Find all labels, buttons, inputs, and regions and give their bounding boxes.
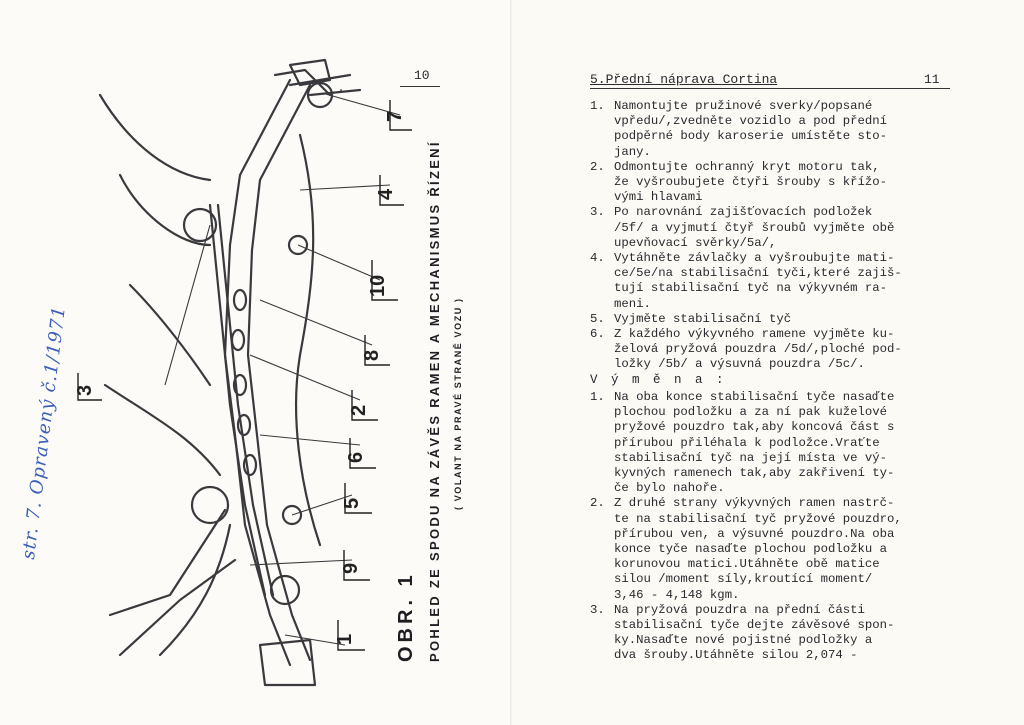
removal-steps [590, 99, 902, 373]
step-item: 3. Na pryžová pouzdra na přední části stabilisační tyče dejte závěsové spon- ky.Nasaďte nové pojistné podložky a dva šrouby.Utáhněte silou 2,074 - [590, 602, 895, 663]
step-item: 2. Z druhé strany výkyvných ramen nastrč- te na stabilisační tyč pryžové pouzdro, přírubou ven, a výsuvné pouzdro.Na oba konce tyče nasaďte plochou podložku a korunovou matici.Utáhněte obě matice silou /moment síly,kroutící moment/ 3,46 - 4,148 kgm. [590, 496, 902, 602]
callout-4 [375, 175, 404, 205]
step-item: 6. Z každého výkyvného ramene vyjměte ku- želová pryžová pouzdra /5d/,ploché pod- ložky /5b/ a výsuvná pouzdra /5c/. [590, 327, 902, 372]
replacement-steps [590, 390, 902, 664]
suspension-diagram [60, 55, 415, 695]
step-text: Namontujte pružinové sverky/popsané vpředu/,zvedněte vozidlo a pod přední podpěrné body karoserie umístěte sto- jany. [614, 99, 888, 159]
page-number-left: 10 [414, 68, 430, 83]
svg-text:9: 9 [340, 562, 362, 574]
callout-10 [367, 260, 398, 300]
step-text: Na oba konce stabilisační tyče nasaďte plochou podložku a za ní pak kuželové pryžové pouzdro tak,aby koncová část s přírubou přiléhala k podložce.Vraťte stabilisační tyč na její místa ve vý- kyvných ramenech tak,aby zakřivení ty- če bylo nahoře. [614, 390, 895, 496]
step-text: Vyjměte stabilisační tyč [614, 311, 792, 326]
callout-6 [345, 438, 376, 468]
step-item: 4. Vytáhněte závlačky a vyšroubujte mati- ce/5e/na stabilisační tyči,které zajiš- tují stabilisační tyč na výkyvném ra- meni. [590, 251, 902, 311]
step-text: Vytáhněte závlačky a vyšroubujte mati- ce/5e/na stabilisační tyči,které zajiš- tují stabilisační tyč na výkyvném ra- meni. [614, 251, 902, 311]
svg-text:10: 10 [367, 274, 389, 297]
callout-9 [340, 550, 370, 580]
svg-text:5: 5 [341, 497, 363, 509]
section-header: 5.Přední náprava Cortina [590, 72, 778, 87]
callout-8 [361, 335, 390, 365]
step-text: Odmontujte ochranný kryt motoru tak, že vyšroubujete čtyři šrouby s křížo- vými hlavami [614, 159, 888, 205]
svg-text:1: 1 [334, 633, 356, 645]
callout-1 [334, 620, 365, 650]
step-text: Na pryžová pouzdra na přední části stabilisační tyče dejte závěsové spon- ky.Nasaďte nové pojistné podložky a dva šrouby.Utáhněte silou 2,074 - [614, 602, 895, 663]
page-number-right: 11 [924, 72, 940, 87]
svg-text:4: 4 [375, 188, 397, 200]
svg-text:6: 6 [345, 451, 367, 463]
step-text: Po narovnání zajišťovacích podložek /5f/ a vyjmutí čtyř šroubů vyjměte obě upevňovací svěrky/5a/, [614, 205, 895, 250]
step-text: Z druhé strany výkyvných ramen nastrč- te na stabilisační tyč pryžové pouzdro, přírubou ven, a výsuvné pouzdro.Na oba konce tyče nasaďte plochou podložku a korunovou matici.Utáhněte obě matice silou /moment síly,kroutící moment/ 3,46 - 4,148 kgm. [614, 496, 902, 602]
step-item: 5. Vyjměte stabilisační tyč [590, 311, 792, 326]
header-rule [590, 88, 950, 89]
figure-subcaption: ( VOLANT NA PRAVÉ STRANĚ VOZU ) [453, 297, 463, 510]
handwritten-note: str. 7. Opravený č.1/1971 [18, 304, 70, 561]
callout-7 [384, 100, 412, 130]
step-item: 1. Namontujte pružinové sverky/popsané vpředu/,zvedněte vozidlo a pod přední podpěrné body karoserie umístěte sto- jany. [590, 99, 888, 159]
svg-text:3: 3 [74, 384, 96, 396]
svg-text:7: 7 [384, 110, 406, 122]
callout-3 [74, 373, 102, 400]
step-item: 3. Po narovnání zajišťovacích podložek /5f/ a vyjmutí čtyř šroubů vyjměte obě upevňovací svěrky/5a/, [590, 205, 895, 250]
callout-5 [341, 483, 372, 513]
figure-caption: POHLED ZE SPODU NA ZÁVĚS RAMEN A MECHANISMUS ŘÍZENÍ [427, 140, 442, 662]
step-item: 1. Na oba konce stabilisační tyče nasaďte plochou podložku a za ní pak kuželové pryžové pouzdro tak,aby koncová část s přírubou přiléhala k podložce.Vraťte stabilisační tyč na její místa ve vý- kyvných ramenech tak,aby zakřivení ty- če bylo nahoře. [590, 390, 895, 496]
svg-text:2: 2 [348, 404, 370, 416]
svg-text:8: 8 [361, 349, 383, 361]
step-text: Z každého výkyvného ramene vyjměte ku- želová pryžová pouzdra /5d/,ploché pod- ložky /5b/ a výsuvná pouzdra /5c/. [614, 327, 902, 372]
figure-title: OBR. 1 [395, 571, 417, 662]
callout-2 [348, 390, 378, 420]
step-item: 2. Odmontujte ochranný kryt motoru tak, že vyšroubujete čtyři šrouby s křížo- vými hlavami [590, 159, 888, 205]
replacement-heading: V ý m ě n a : [590, 373, 727, 387]
